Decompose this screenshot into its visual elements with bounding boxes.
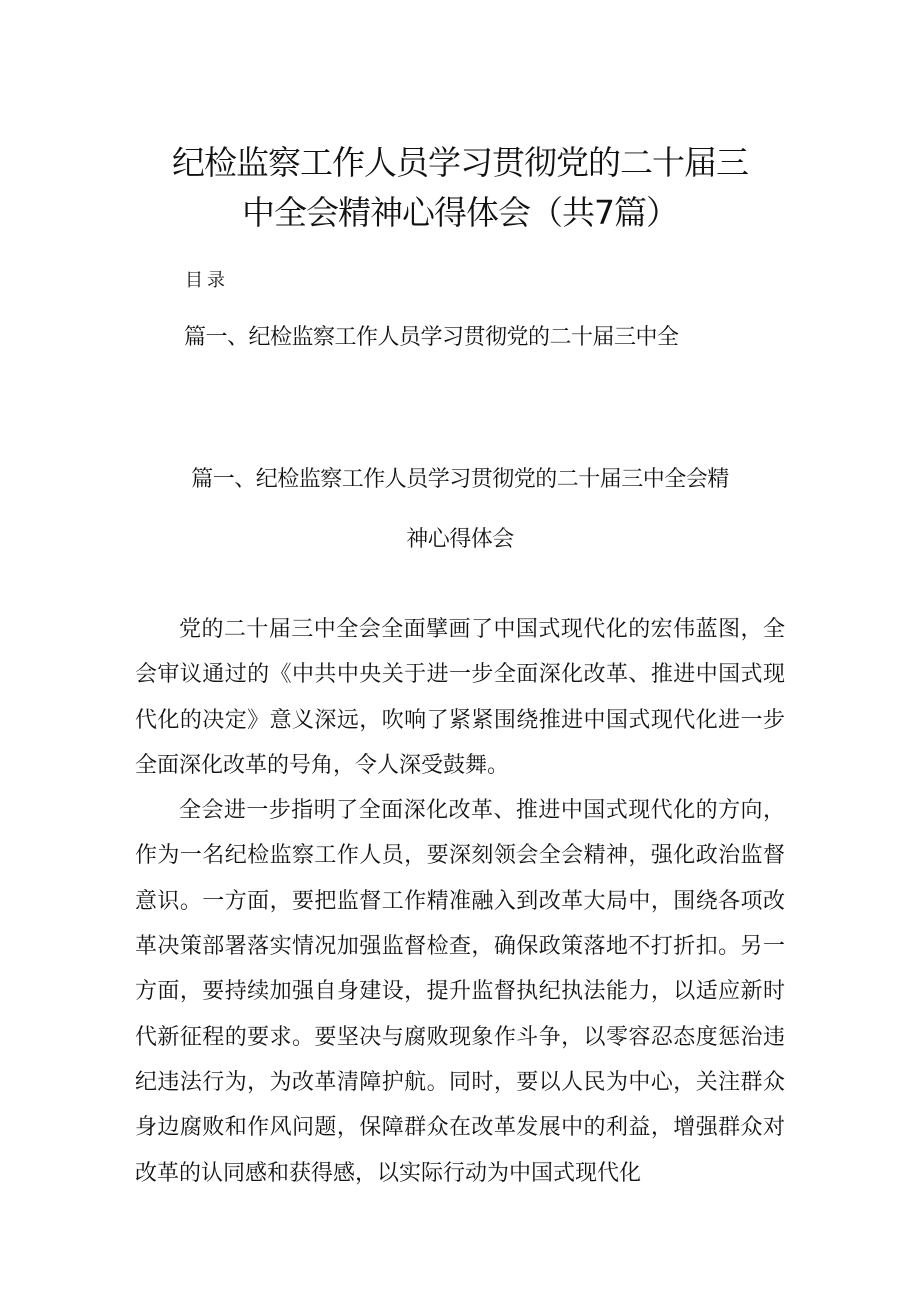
section-heading <box>0 450 920 570</box>
body-text <box>135 607 785 1196</box>
document-title-line-1: 纪检监察工作人员学习贯彻党的二十届三 <box>172 143 748 182</box>
document-title <box>0 138 920 238</box>
paragraph-2: 全会进一步指明了全面深化改革、推进中国式现代化的方向，作为一名纪检监察工作人员，要深刻领会全会精神，强化政治监督意识。一方面，要把监督工作精准融入到改革大局中，围绕各项改革决策部署落实情况加强监督检查，确保政策落地不打折扣。另一方面，要持续加强自身建设，提升监督执纪执法能力，以适应新时代新征程的要求。要坚决与腐败现象作斗争，以零容忍态度惩治违纪违法行为，为改革清障护航。同时，要以人民为中心，关注群众身边腐败和作风问题，保障群众在改革发展中的利益，增强群众对改革的认同感和获得感，以实际行动为中国式现代化 <box>135 798 785 1186</box>
toc-item-1[interactable]: 篇一、纪检监察工作人员学习贯彻党的二十届三中全 <box>184 325 679 350</box>
section-heading-line-2: 神心得体会 <box>406 527 514 552</box>
section-heading-line-1: 篇一、纪检监察工作人员学习贯彻党的二十届三中全会精 <box>191 467 729 492</box>
toc-label: 目录 <box>185 270 229 291</box>
paragraph-1: 党的二十届三中全会全面擘画了中国式现代化的宏伟蓝图，全会审议通过的《中共中央关于进一步全面深化改革、推进中国式现代化的决定》意义深远，吹响了紧紧围绕推进中国式现代化进一步全面深化改革的号角，令人深受鼓舞。 <box>135 617 785 778</box>
document-title-line-2: 中全会精神心得体会（共7篇） <box>242 193 678 232</box>
